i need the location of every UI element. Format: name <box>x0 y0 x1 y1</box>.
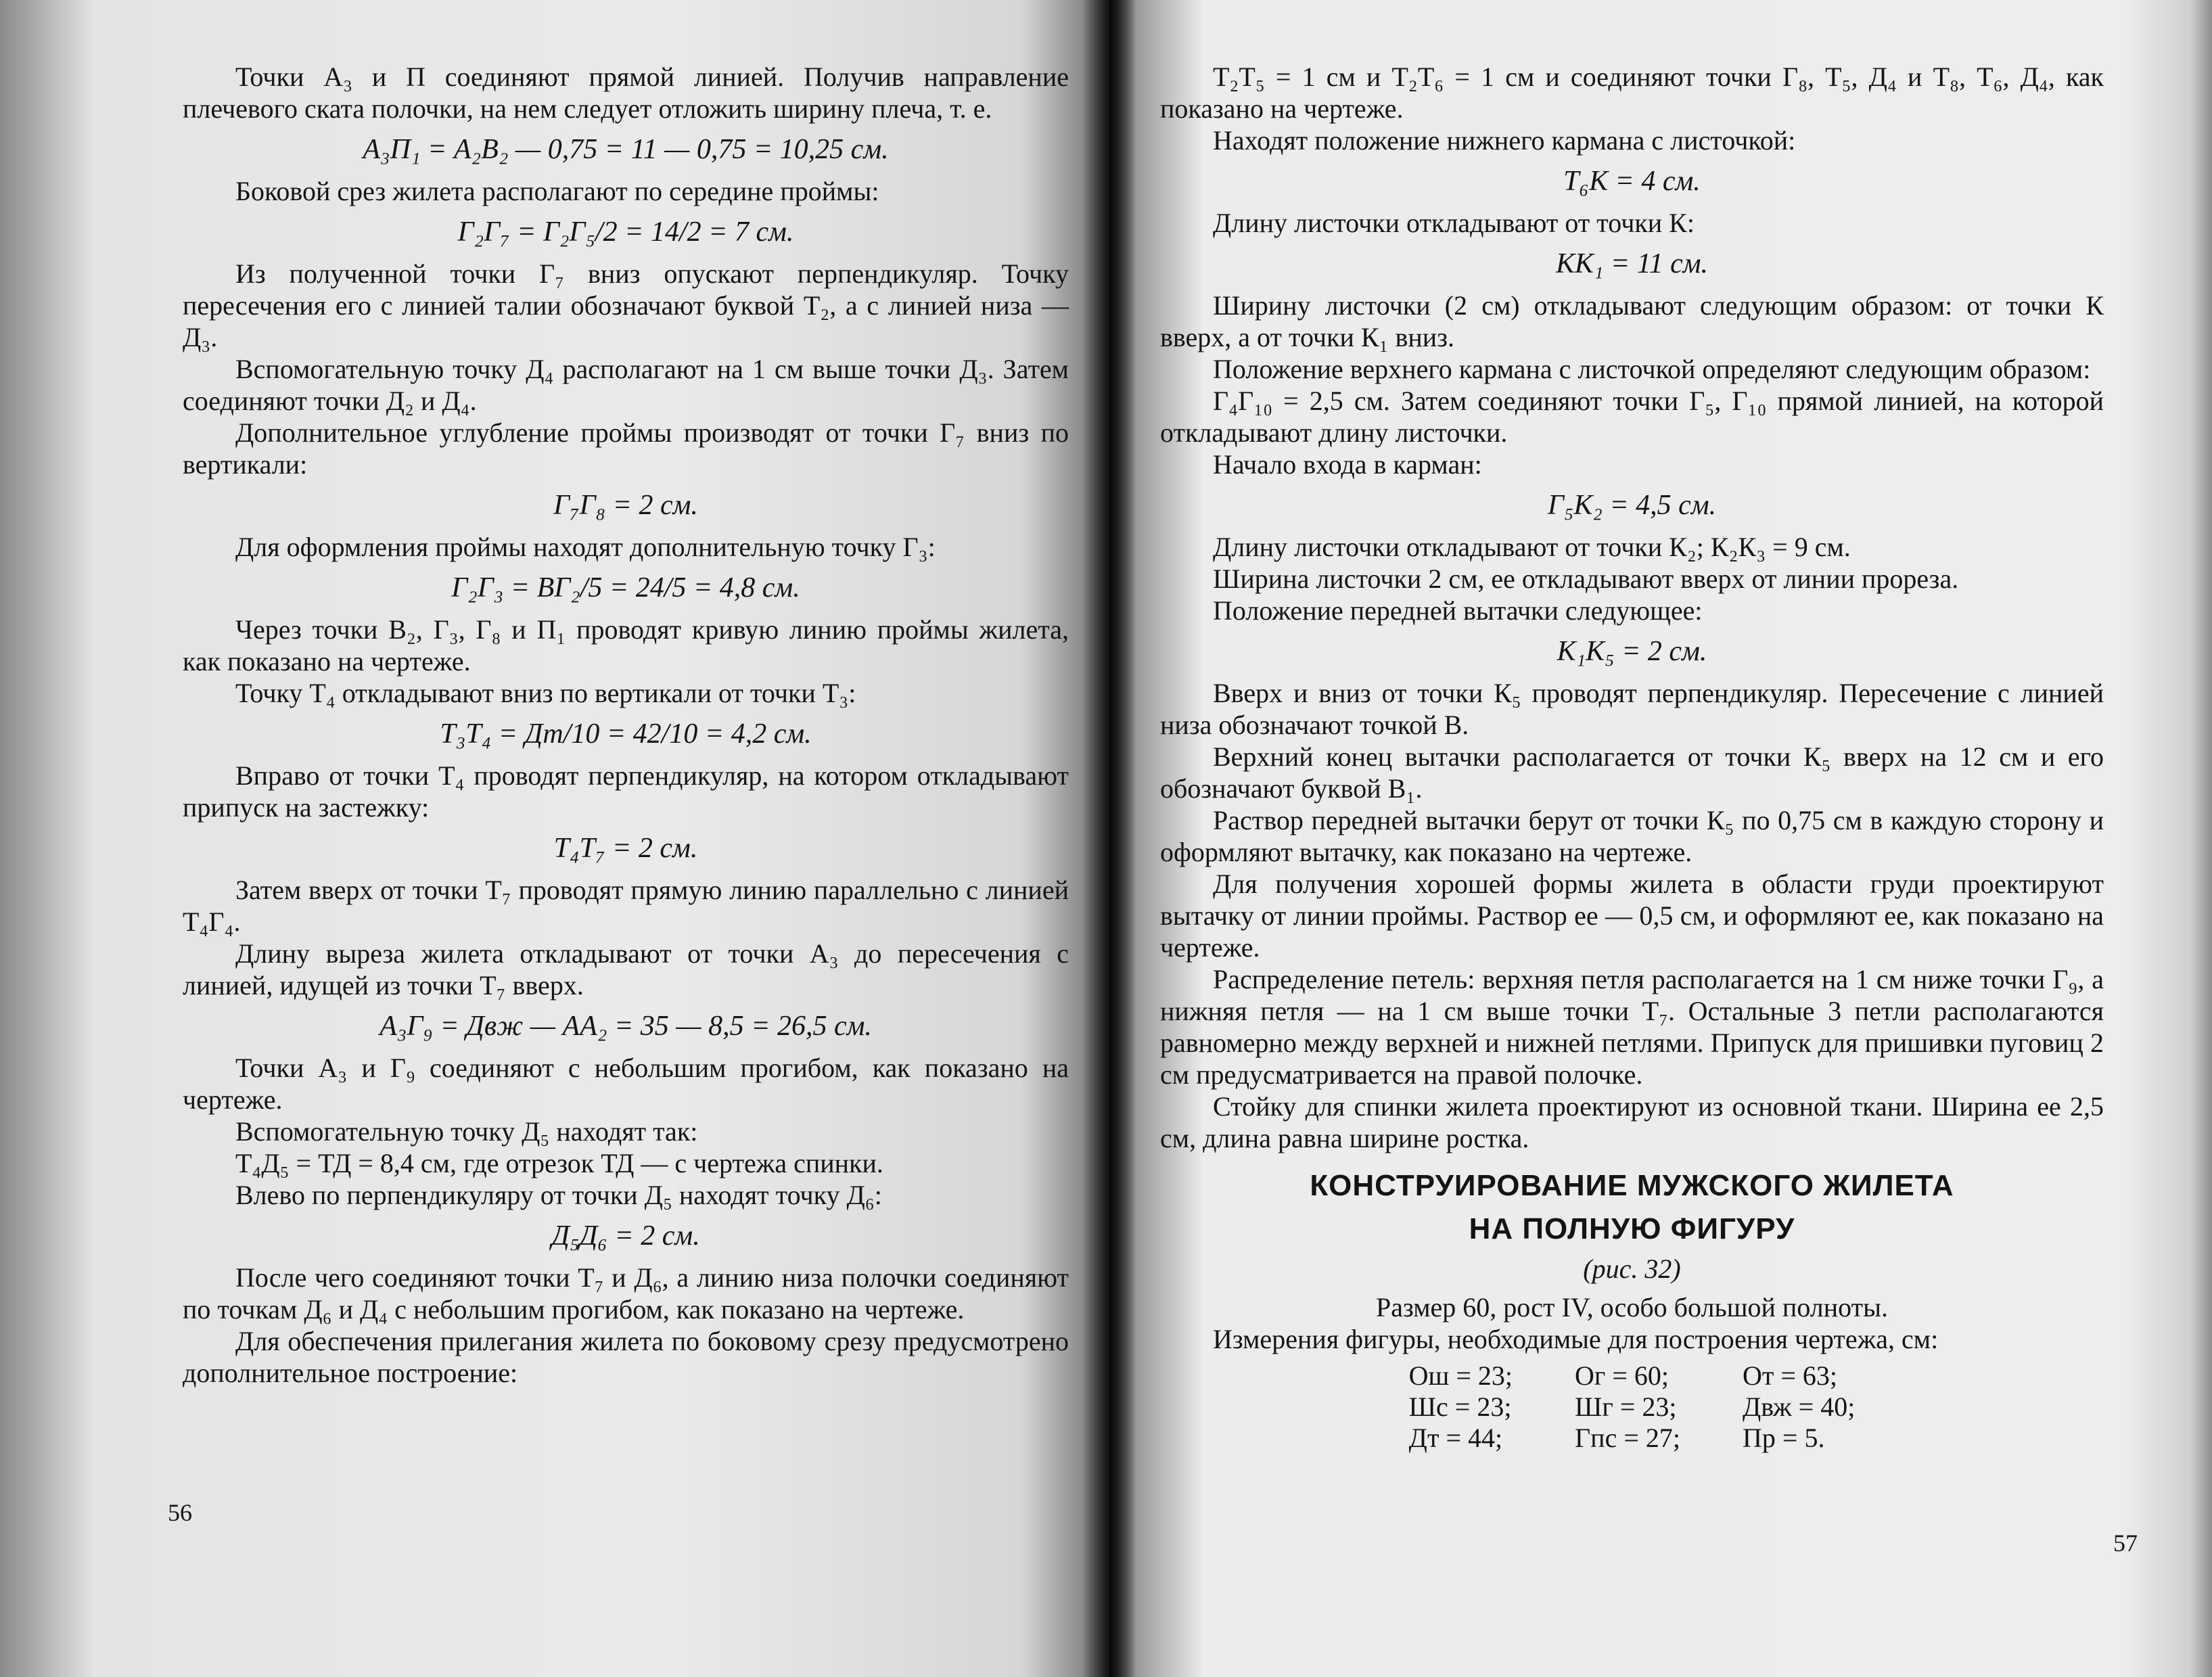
paragraph: Т₄Д₅ = ТД = 8,4 см, где отрезок ТД — с чертежа спинки. <box>235 1148 883 1178</box>
paragraph: Для обеспечения прилегания жилета по боковому срезу предусмотрено дополнительное построение: <box>183 1326 1069 1388</box>
left-page-text <box>183 61 1069 1389</box>
paragraph: Вверх и вниз от точки К₅ проводят перпендикуляр. Пересечение с линией низа обозначают точкой В. <box>1160 678 2104 740</box>
formula: КК₁ = 11 см. <box>1555 248 1709 279</box>
formula: Г₂Г₃ = ВГ₂/5 = 24/5 = 4,8 см. <box>451 572 800 603</box>
paragraph: Положение передней вытачки следующее: <box>1213 595 1703 626</box>
paragraph: Положение верхнего кармана с листочкой определяют следующим образом: <box>1213 354 2091 384</box>
paragraph: Начало входа в карман: <box>1213 449 1482 480</box>
paragraph: Затем вверх от точки Т₇ проводят прямую линию параллельно с линией Т₄Г₄. <box>183 875 1069 937</box>
paragraph: Стойку для спинки жилета проектируют из основной ткани. Ширина ее 2,5 см, длина равна ширине ростка. <box>1160 1091 2104 1153</box>
paragraph: Длину листочки откладывают от точки К₂; К₂К₃ = 9 см. <box>1213 532 1851 562</box>
paragraph: Влево по перпендикуляру от точки Д₅ находят точку Д₆: <box>235 1180 882 1210</box>
paragraph: Т₂Т₅ = 1 см и Т₂Т₆ = 1 см и соединяют точки Г₈, Т₅, Д₄ и Т₈, Т₆, Д₄, как показано на чертеже. <box>1160 62 2104 124</box>
paragraph: Для получения хорошей формы жилета в области груди проектируют вытачку от линии проймы. Раствор ее — 0,5 см, и оформляют ее, как показано на чертеже. <box>1160 869 2104 963</box>
paragraph: Боковой срез жилета располагают по середине проймы: <box>235 176 879 206</box>
formula: Г₂Г₇ = Г₂Г₅/2 = 14/2 = 7 см. <box>457 216 794 248</box>
formula: Т₆К = 4 см. <box>1563 166 1701 197</box>
paragraph: Вспомогательную точку Д₄ располагают на 1 см выше точки Д₃. Затем соединяют точки Д₂ и Д₄. <box>183 354 1069 416</box>
paragraph: Вправо от точки Т₄ проводят перпендикуляр, на котором откладывают припуск на застежку: <box>183 760 1069 823</box>
figure-reference: (рис. 32) <box>1583 1254 1681 1284</box>
measurement-value: Ог = 60; <box>1575 1360 1669 1391</box>
formula: А₃Г₉ = Двж — АА₂ = 35 — 8,5 = 26,5 см. <box>379 1011 872 1042</box>
formula: Г₇Г₈ = 2 см. <box>553 490 698 521</box>
right-page <box>1109 0 2212 1677</box>
paragraph: Длину листочки откладывают от точки К: <box>1213 208 1695 238</box>
paragraph: Ширина листочки 2 см, ее откладывают вверх от линии прореза. <box>1213 564 1959 594</box>
paragraph: Находят положение нижнего кармана с листочкой: <box>1213 125 1796 156</box>
measurement-value: Пр = 5. <box>1743 1423 1825 1453</box>
formula: К₁К₅ = 2 см. <box>1557 636 1707 667</box>
right-page-text <box>1160 61 2104 1454</box>
paragraph: Верхний конец вытачки располагается от точки К₅ вверх на 12 см и его обозначают буквой В₁. <box>1160 741 2104 804</box>
measurements-row <box>1378 1392 1887 1423</box>
formula: Д₅Д₆ = 2 см. <box>551 1220 700 1251</box>
measurement-value: Двж = 40; <box>1743 1392 1856 1422</box>
measurements-row <box>1378 1360 1887 1392</box>
paragraph: Распределение петель: верхняя петля располагается на 1 см ниже точки Г₉, а нижняя петля — на 1 см выше точки Т₇. Остальные 3 петли располагаются равномерно между верхней и нижней петлями. Припуск для пришивки пуговиц 2 см предусматривается на правой полочке. <box>1160 964 2104 1090</box>
measurement-value: Ош = 23; <box>1408 1360 1513 1391</box>
paragraph: Вспомогательную точку Д₅ находят так: <box>235 1116 698 1147</box>
section-heading-line-1: КОНСТРУИРОВАНИЕ МУЖСКОГО ЖИЛЕТА <box>1310 1169 1954 1202</box>
measurements-row <box>1378 1423 1887 1454</box>
paragraph: После чего соединяют точки Т₇ и Д₆, а линию низа полочки соединяют по точкам Д₆ и Д₄ с небольшим прогибом, как показано на чертеже. <box>183 1262 1069 1325</box>
formula: Т₄Т₇ = 2 см. <box>553 833 698 864</box>
measurement-value: Шг = 23; <box>1575 1392 1677 1422</box>
section-heading-line-2: НА ПОЛНУЮ ФИГУРУ <box>1469 1212 1795 1245</box>
paragraph: Для оформления проймы находят дополнительную точку Г₃: <box>235 532 936 562</box>
paragraph: Г₄Г₁₀ = 2,5 см. Затем соединяют точки Г₅, Г₁₀ прямой линией, на которой откладывают длину листочки. <box>1160 386 2104 448</box>
paragraph: Дополнительное углубление проймы производят от точки Г₇ вниз по вертикали: <box>183 417 1069 480</box>
size-line: Размер 60, рост IV, особо большой полноты. <box>1376 1292 1888 1323</box>
paragraph: Из полученной точки Г₇ вниз опускают перпендикуляр. Точку пересечения его с линией талии обозначают буквой Т₂, а с линией низа — Д₃. <box>183 258 1069 352</box>
paragraph: Точки А₃ и Г₉ соединяют с небольшим прогибом, как показано на чертеже. <box>183 1053 1069 1115</box>
paragraph: Раствор передней вытачки берут от точки К₅ по 0,75 см в каждую сторону и оформляют вытачку, как показано на чертеже. <box>1160 805 2104 867</box>
measurements-intro: Измерения фигуры, необходимые для построения чертежа, см: <box>1213 1324 1939 1354</box>
formula: Г₅К₂ = 4,5 см. <box>1547 490 1717 521</box>
paragraph: Точку Т₄ откладывают вниз по вертикали от точки Т₃: <box>235 678 856 708</box>
formula: Т₃Т₄ = Дт/10 = 42/10 = 4,2 см. <box>440 718 812 750</box>
page-number-right: 57 <box>2113 1530 2138 1557</box>
page-number-left: 56 <box>168 1499 192 1526</box>
paragraph: Ширину листочки (2 см) откладывают следующим образом: от точки К вверх, а от точки К₁ вниз. <box>1160 290 2104 352</box>
paragraph: Длину выреза жилета откладывают от точки А₃ до пересечения с линией, идущей из точки Т₇ вверх. <box>183 938 1069 1001</box>
paragraph: Точки А₃ и П соединяют прямой линией. Получив направление плечевого ската полочки, на нем следует отложить ширину плеча, т. е. <box>183 62 1069 124</box>
formula: А₃П₁ = А₂В₂ — 0,75 = 11 — 0,75 = 10,25 см. <box>363 134 889 165</box>
measurement-value: Дт = 44; <box>1408 1423 1503 1453</box>
measurement-value: От = 63; <box>1743 1360 1838 1391</box>
measurement-value: Гпс = 27; <box>1575 1423 1680 1453</box>
paragraph: Через точки В₂, Г₃, Г₈ и П₁ проводят кривую линию проймы жилета, как показано на чертеже. <box>183 614 1069 676</box>
measurements-table <box>1378 1360 1887 1454</box>
book-spine-gutter <box>1082 0 1136 1677</box>
measurement-value: Шс = 23; <box>1408 1392 1512 1422</box>
